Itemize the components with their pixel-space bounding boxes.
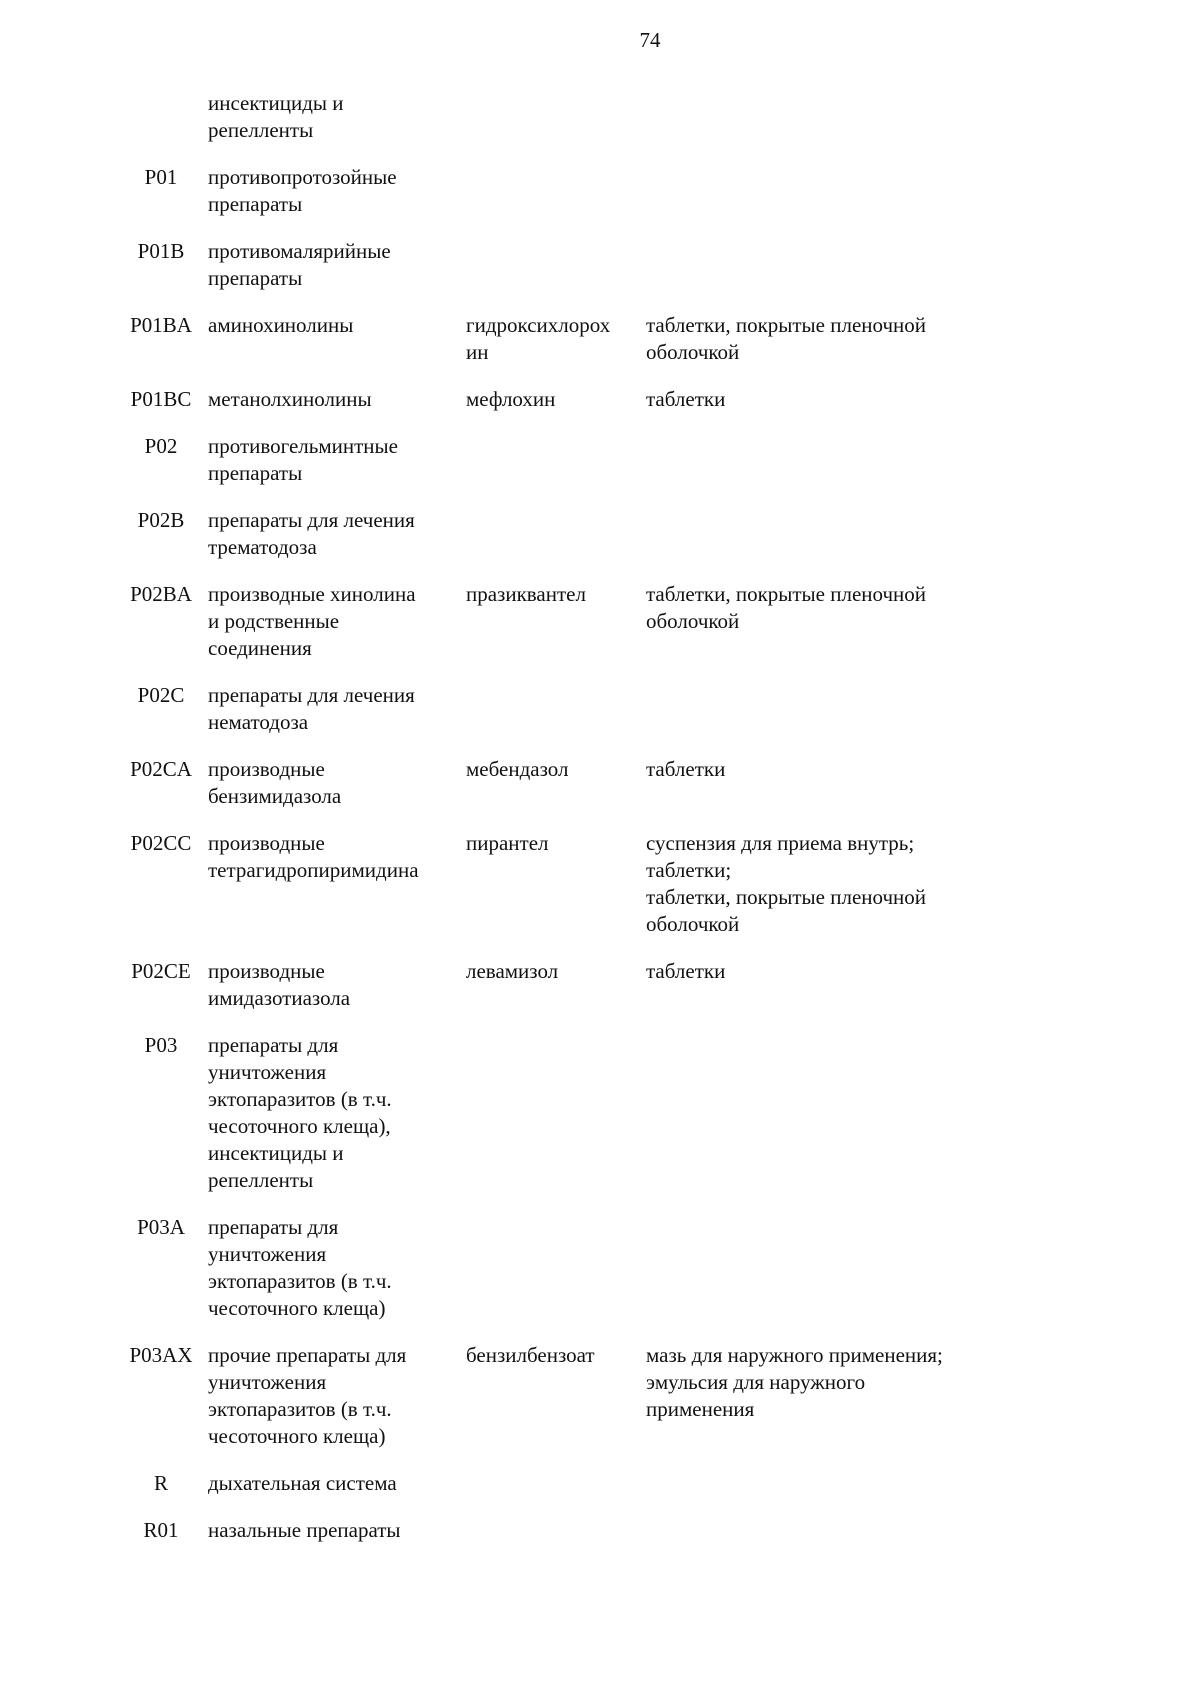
drug-name-cell: [466, 507, 646, 561]
drug-name-cell: [466, 1214, 646, 1322]
drug-name-cell: [466, 90, 646, 144]
drug-name-cell: празиквантел: [466, 582, 586, 606]
drug-name-cell: [466, 164, 646, 218]
dosage-form-cell: [646, 90, 1018, 144]
dosage-form-cell: [646, 164, 1018, 218]
group-name-cell: производные хинолина и родственные соединения: [208, 582, 416, 660]
atc-code-cell: P01: [144, 165, 178, 189]
dosage-form-cell: [646, 1470, 1018, 1497]
dosage-form-cell: таблетки: [646, 387, 726, 411]
group-name-cell: препараты для лечения трематодоза: [208, 508, 415, 559]
drug-name-cell: [466, 1032, 646, 1194]
atc-code-cell: P02CA: [130, 757, 192, 781]
group-name-cell: прочие препараты для уничтожения эктопаразитов (в т.ч. чесоточного клеща): [208, 1343, 407, 1448]
group-name-cell: производные бензимидазола: [208, 757, 342, 808]
drug-name-cell: [466, 238, 646, 292]
dosage-form-cell: суспензия для приема внутрь; таблетки; таблетки, покрытые пленочной оболочкой: [646, 831, 927, 936]
dosage-form-cell: [646, 507, 1018, 561]
atc-code-cell: R01: [143, 1518, 179, 1542]
drug-name-cell: левамизол: [466, 959, 559, 983]
group-name-cell: метанолхинолины: [208, 387, 372, 411]
group-name-cell: противогельминтные препараты: [208, 434, 398, 485]
dosage-form-cell: [646, 682, 1018, 736]
dosage-form-cell: мазь для наружного применения; эмульсия для наружного применения: [646, 1343, 943, 1421]
dosage-form-cell: [646, 1032, 1018, 1194]
page-number: 74: [639, 28, 661, 52]
atc-code-cell: P01BC: [130, 387, 192, 411]
drug-classification-table: [118, 90, 1018, 1544]
drug-name-cell: [466, 1470, 646, 1497]
drug-name-cell: гидроксихлорох ин: [466, 313, 611, 364]
drug-name-cell: [466, 682, 646, 736]
group-name-cell: противопротозойные препараты: [208, 165, 397, 216]
dosage-form-cell: таблетки: [646, 959, 726, 983]
group-name-cell: препараты для уничтожения эктопаразитов (в т.ч. чесоточного клеща), инсектициды и репелленты: [208, 1033, 392, 1192]
atc-code-cell: [118, 90, 208, 144]
atc-code-cell: P01B: [137, 239, 185, 263]
drug-name-cell: мефлохин: [466, 387, 556, 411]
drug-name-cell: бензилбензоат: [466, 1343, 595, 1367]
dosage-form-cell: таблетки, покрытые пленочной оболочкой: [646, 313, 927, 364]
group-name-cell: препараты для уничтожения эктопаразитов (в т.ч. чесоточного клеща): [208, 1215, 392, 1320]
dosage-form-cell: [646, 433, 1018, 487]
atc-code-cell: P02CE: [131, 959, 191, 983]
group-name-cell: дыхательная система: [208, 1471, 397, 1495]
drug-name-cell: пирантел: [466, 831, 549, 855]
atc-code-cell: P01BA: [130, 313, 192, 337]
drug-name-cell: [466, 433, 646, 487]
drug-name-cell: [466, 1517, 646, 1544]
group-name-cell: аминохинолины: [208, 313, 354, 337]
drug-name-cell: мебендазол: [466, 757, 569, 781]
atc-code-cell: P03A: [137, 1215, 185, 1239]
atc-code-cell: P02BA: [130, 582, 192, 606]
atc-code-cell: P02CC: [130, 831, 192, 855]
atc-code-cell: P03: [144, 1033, 178, 1057]
group-name-cell: назальные препараты: [208, 1518, 401, 1542]
group-name-cell: противомалярийные препараты: [208, 239, 391, 290]
group-name-cell: инсектициды и репелленты: [208, 91, 344, 142]
atc-code-cell: P03AX: [129, 1343, 193, 1367]
dosage-form-cell: таблетки, покрытые пленочной оболочкой: [646, 582, 927, 633]
group-name-cell: производные тетрагидропиримидина: [208, 831, 419, 882]
dosage-form-cell: [646, 1517, 1018, 1544]
dosage-form-cell: [646, 1214, 1018, 1322]
atc-code-cell: R: [153, 1471, 168, 1495]
atc-code-cell: P02: [144, 434, 178, 458]
group-name-cell: производные имидазотиазола: [208, 959, 351, 1010]
group-name-cell: препараты для лечения нематодоза: [208, 683, 415, 734]
atc-code-cell: P02C: [137, 683, 185, 707]
atc-code-cell: P02B: [137, 508, 185, 532]
dosage-form-cell: [646, 238, 1018, 292]
dosage-form-cell: таблетки: [646, 757, 726, 781]
